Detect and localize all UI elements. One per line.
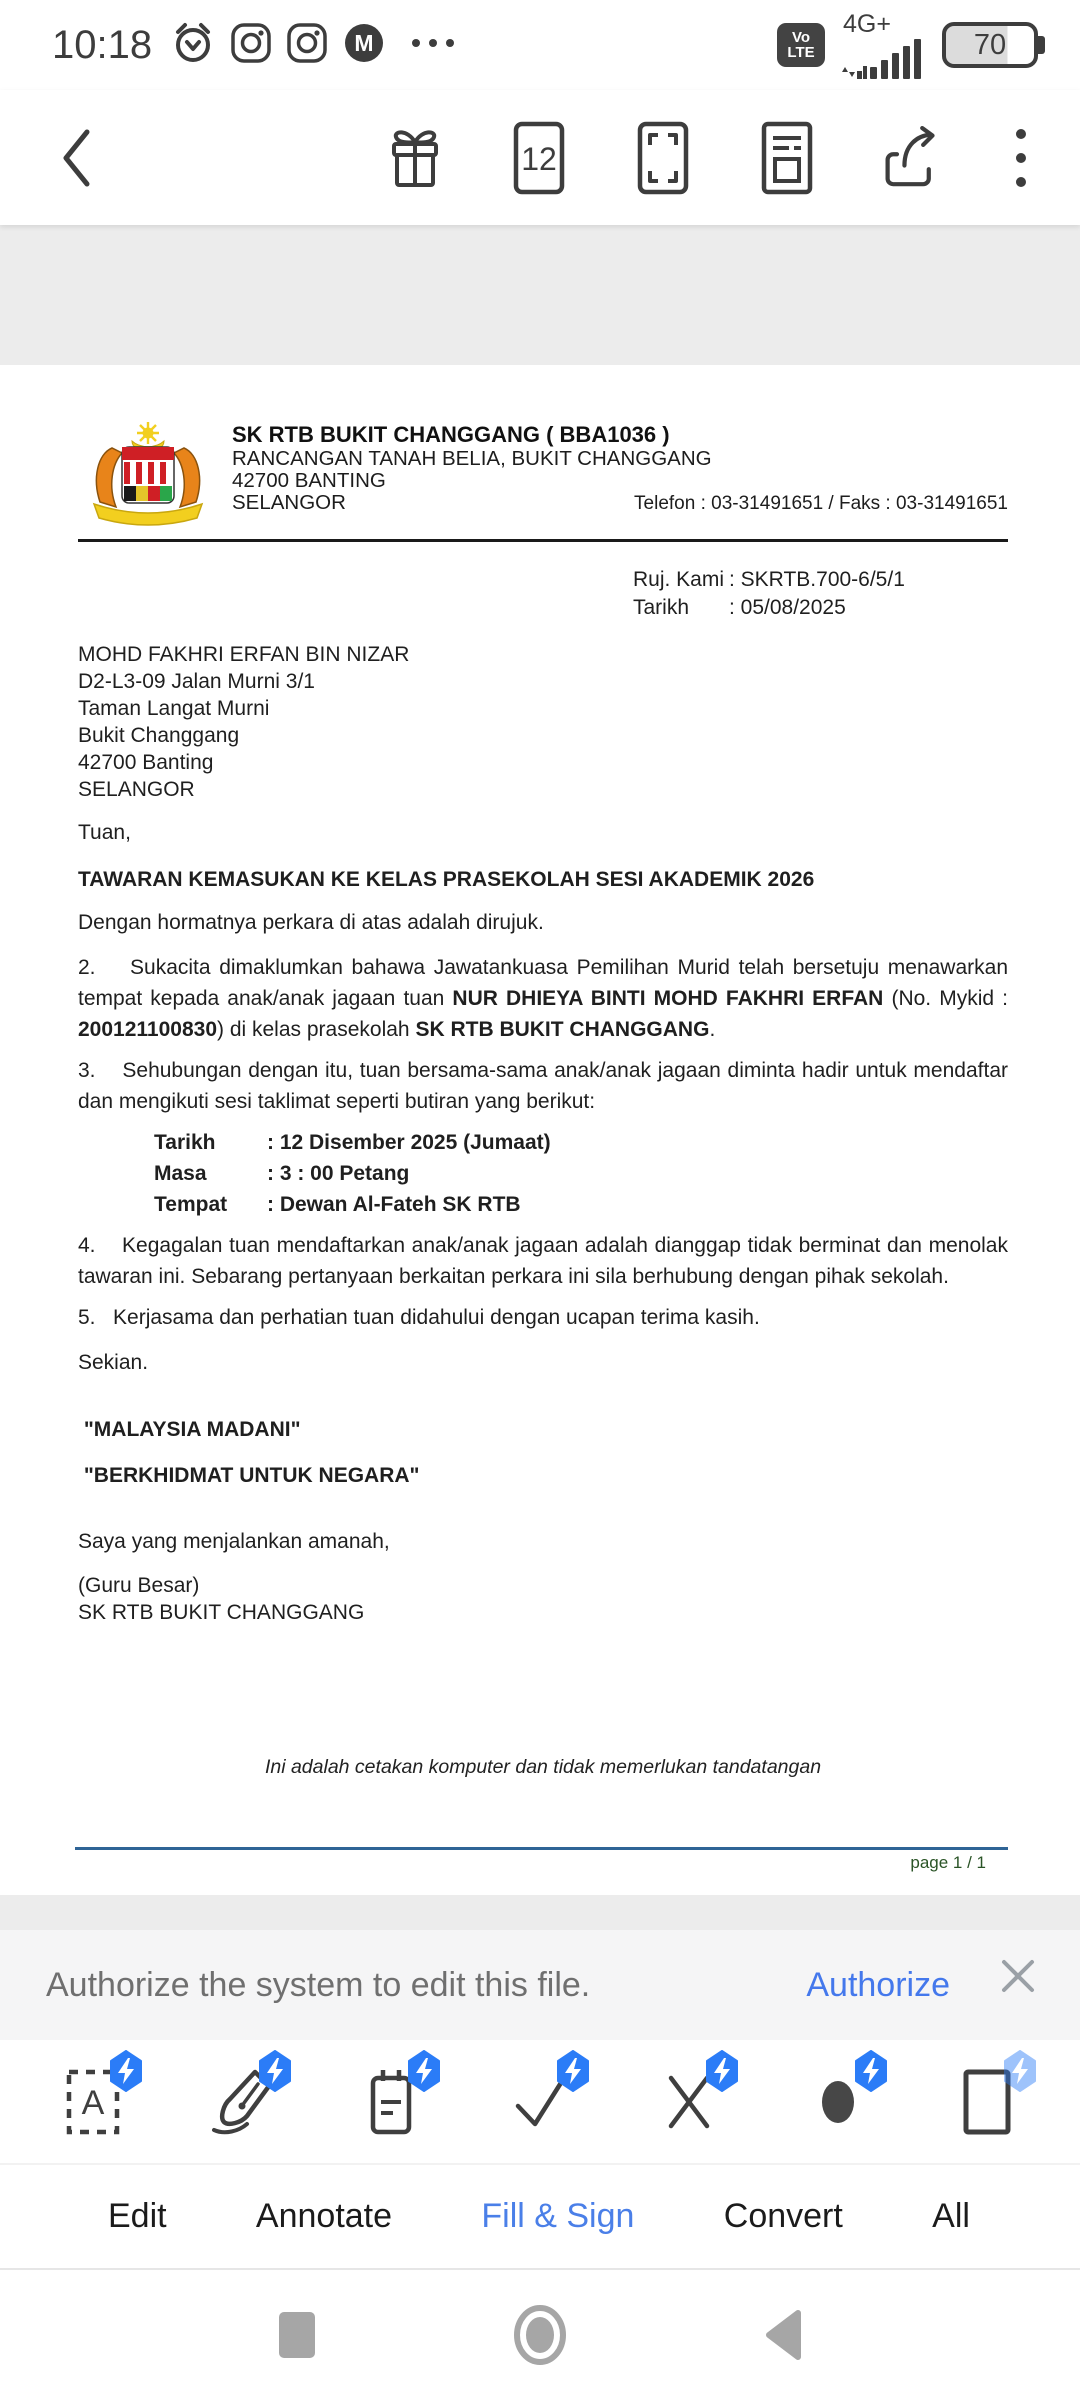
ai-lightning-badge xyxy=(407,2050,441,2097)
crest-ribbon xyxy=(94,504,202,525)
slogan-berkhidmat: "BERKHIDMAT UNTUK NEGARA" xyxy=(78,1464,420,1487)
tab-fill-sign[interactable]: Fill & Sign xyxy=(481,2197,635,2235)
share-icon xyxy=(882,124,940,192)
student-name: NUR DHIEYA BINTI MOHD FAKHRI ERFAN xyxy=(452,987,884,1010)
alarm-icon xyxy=(170,20,216,71)
back-nav-button[interactable] xyxy=(748,2300,818,2370)
network-type-label: 4G+ xyxy=(843,9,891,38)
more-dots-icon xyxy=(410,36,458,54)
authorize-banner xyxy=(0,1930,1080,2040)
detail-value: : Dewan Al-Fateh SK RTB xyxy=(267,1193,521,1216)
rectangle-tool[interactable] xyxy=(951,2066,1023,2138)
paragraph-4: 4. Kegagalan tuan mendaftarkan anak/anak jagaan adalah dianggap tidak berminat dan menolak tawaran ini. Sebarang pertanyaan berkaitan perkara ini sila berhubung dengan pihak sekolah. xyxy=(78,1234,1008,1288)
recipient-address xyxy=(78,641,1008,803)
overflow-menu-button[interactable] xyxy=(1006,119,1036,197)
signer-school: SK RTB BUKIT CHANGGANG xyxy=(78,1601,365,1624)
document-page[interactable] xyxy=(0,365,1080,1895)
fill-sign-tools xyxy=(0,2040,1080,2165)
ref-label: Ruj. Kami xyxy=(633,568,725,591)
letterhead-divider xyxy=(78,539,1008,542)
volte-badge xyxy=(777,23,825,67)
check-tool[interactable] xyxy=(504,2066,576,2138)
battery-level: 70 xyxy=(973,28,1007,61)
gift-button[interactable] xyxy=(386,119,444,197)
detail-value: : 3 : 00 Petang xyxy=(267,1162,410,1185)
bottom-tabs xyxy=(0,2165,1080,2270)
school-name-inline: SK RTB BUKIT CHANGGANG xyxy=(415,1018,710,1041)
battery-nub xyxy=(1038,36,1045,54)
crest-tiger-left xyxy=(96,448,122,507)
paragraph-1: Dengan hormatnya perkara di atas adalah dirujuk. xyxy=(78,911,544,934)
crest-shield xyxy=(122,447,174,503)
date-value: : 05/08/2025 xyxy=(729,596,846,619)
ai-lightning-badge xyxy=(556,2050,590,2097)
signature-line: Saya yang menjalankan amanah, xyxy=(78,1530,390,1553)
reference-block xyxy=(633,566,1008,622)
signature-block xyxy=(78,1572,1008,1626)
recents-icon xyxy=(279,2312,315,2358)
back-triangle-icon xyxy=(761,2309,805,2361)
signer-title: (Guru Besar) xyxy=(78,1574,200,1597)
letter-subject: TAWARAN KEMASUKAN KE KELAS PRASEKOLAH SESI AKADEMIK 2026 xyxy=(78,868,815,891)
ai-lightning-badge xyxy=(258,2050,292,2097)
banner-message: Authorize the system to edit this file. xyxy=(46,1965,591,2004)
status-bar xyxy=(0,0,1080,90)
cross-tool[interactable] xyxy=(653,2066,725,2138)
volte-line2: LTE xyxy=(787,44,815,61)
status-left xyxy=(52,20,458,71)
detail-label: Tempat xyxy=(154,1193,228,1216)
banner-close-button[interactable] xyxy=(996,1954,1040,1998)
recipient-line: Bukit Changgang xyxy=(78,724,240,747)
close-icon xyxy=(998,1956,1038,1996)
letterhead xyxy=(78,420,1008,533)
detail-label: Tarikh xyxy=(154,1131,216,1154)
school-address-line2: 42700 BANTING xyxy=(232,469,386,492)
malaysia-coat-of-arms-logo xyxy=(78,420,218,533)
fit-screen-button[interactable] xyxy=(634,119,692,197)
tab-convert[interactable]: Convert xyxy=(723,2197,843,2235)
volte-line1: Vo xyxy=(791,29,811,46)
toolbar-actions xyxy=(386,119,1036,197)
crest-tiger-right xyxy=(174,448,200,507)
closing: Sekian. xyxy=(78,1351,149,1374)
ref-value: : SKRTB.700-6/5/1 xyxy=(729,568,905,591)
m-badge-icon xyxy=(342,21,386,70)
date-label: Tarikh xyxy=(633,596,690,619)
home-button[interactable] xyxy=(505,2300,575,2370)
school-contact: Telefon : 03-31491651 / Faks : 03-31491651 xyxy=(634,493,1008,514)
page-count-button[interactable] xyxy=(510,119,568,197)
footer-divider xyxy=(75,1847,1008,1850)
ai-lightning-badge xyxy=(705,2050,739,2097)
kebab-menu-icon xyxy=(1015,127,1027,189)
ai-lightning-badge xyxy=(109,2050,143,2097)
svg-text:A: A xyxy=(81,2083,104,2122)
paragraph-5: 5. Kerjasama dan perhatian tuan didahului dengan ucapan terima kasih. xyxy=(78,1306,760,1329)
clock: 10:18 xyxy=(52,22,153,67)
recipient-line: SELANGOR xyxy=(78,778,195,801)
detail-value: : 12 Disember 2025 (Jumaat) xyxy=(267,1131,551,1154)
network-indicator xyxy=(841,9,926,79)
system-nav-bar xyxy=(0,2270,1080,2400)
signature-tool[interactable] xyxy=(206,2066,278,2138)
share-button[interactable] xyxy=(882,119,940,197)
page-count-icon xyxy=(513,121,565,195)
event-details xyxy=(154,1127,1008,1220)
page-indicator: page 1 / 1 xyxy=(910,1853,986,1872)
school-address-line1: RANCANGAN TANAH BELIA, BUKIT CHANGGANG xyxy=(232,447,712,470)
reader-view-button[interactable] xyxy=(758,119,816,197)
detail-label: Masa xyxy=(154,1162,207,1185)
status-right xyxy=(777,9,1038,79)
letterhead-text xyxy=(232,420,1008,533)
detail-row xyxy=(154,1127,1008,1158)
computer-print-note: Ini adalah cetakan komputer dan tidak memerlukan tandatangan xyxy=(264,1756,822,1778)
school-address-line3: SELANGOR xyxy=(232,491,346,514)
tab-annotate[interactable]: Annotate xyxy=(255,2197,393,2235)
dot-tool[interactable] xyxy=(802,2066,874,2138)
app-toolbar xyxy=(0,90,1080,225)
battery-icon xyxy=(942,22,1038,68)
page-count-number: 12 xyxy=(521,140,557,177)
detail-row xyxy=(154,1189,1008,1220)
paragraph-3: 3. Sehubungan dengan itu, tuan bersama-sama anak/anak jagaan diminta hadir untuk mendaftar dan mengikuti sesi taklimat seperti butiran yang berikut: xyxy=(78,1059,1008,1113)
instagram-icon xyxy=(286,22,328,69)
instagram-icon xyxy=(230,22,272,69)
paragraph-2: 2. Sukacita dimaklumkan bahawa Jawatankuasa Pemilihan Murid telah bersetuju menawarkan tempat kepada anak/anak jagaan tuan NUR DHIEYA BINTI MOHD FAKHRI ERFAN (No. Mykid : 200121100830) di kelas prasekolah SK RTB BUKIT CHANGGANG. xyxy=(78,956,1008,1041)
detail-row xyxy=(154,1158,1008,1189)
recipient-line: MOHD FAKHRI ERFAN BIN NIZAR xyxy=(78,643,410,666)
page-footer xyxy=(75,1847,1008,1873)
recents-button[interactable] xyxy=(262,2300,332,2370)
mykid-number: 200121100830 xyxy=(78,1018,217,1041)
recipient-line: Taman Langat Murni xyxy=(78,697,270,720)
back-icon xyxy=(57,125,97,191)
reader-view-icon xyxy=(761,121,813,195)
home-icon xyxy=(512,2304,568,2366)
salutation: Tuan, xyxy=(78,821,131,844)
slogan-madani: "MALAYSIA MADANI" xyxy=(78,1418,301,1441)
school-name: SK RTB BUKIT CHANGGANG ( BBA1036 ) xyxy=(232,422,670,447)
gift-icon xyxy=(386,125,444,191)
document-viewer xyxy=(0,225,1080,1930)
date-stamp-tool[interactable] xyxy=(355,2066,427,2138)
fit-screen-icon xyxy=(637,121,689,195)
ai-lightning-badge xyxy=(1003,2050,1037,2097)
tab-all[interactable]: All xyxy=(932,2197,970,2235)
svg-text:M: M xyxy=(354,29,374,56)
back-button[interactable] xyxy=(48,119,106,197)
signal-bars-icon xyxy=(841,39,926,79)
text-field-tool[interactable] xyxy=(57,2066,129,2138)
recipient-line: D2-L3-09 Jalan Murni 3/1 xyxy=(78,670,315,693)
recipient-line: 42700 Banting xyxy=(78,751,214,774)
authorize-button[interactable]: Authorize xyxy=(806,1965,950,2004)
ai-lightning-badge xyxy=(854,2050,888,2097)
tab-edit[interactable]: Edit xyxy=(108,2197,167,2235)
